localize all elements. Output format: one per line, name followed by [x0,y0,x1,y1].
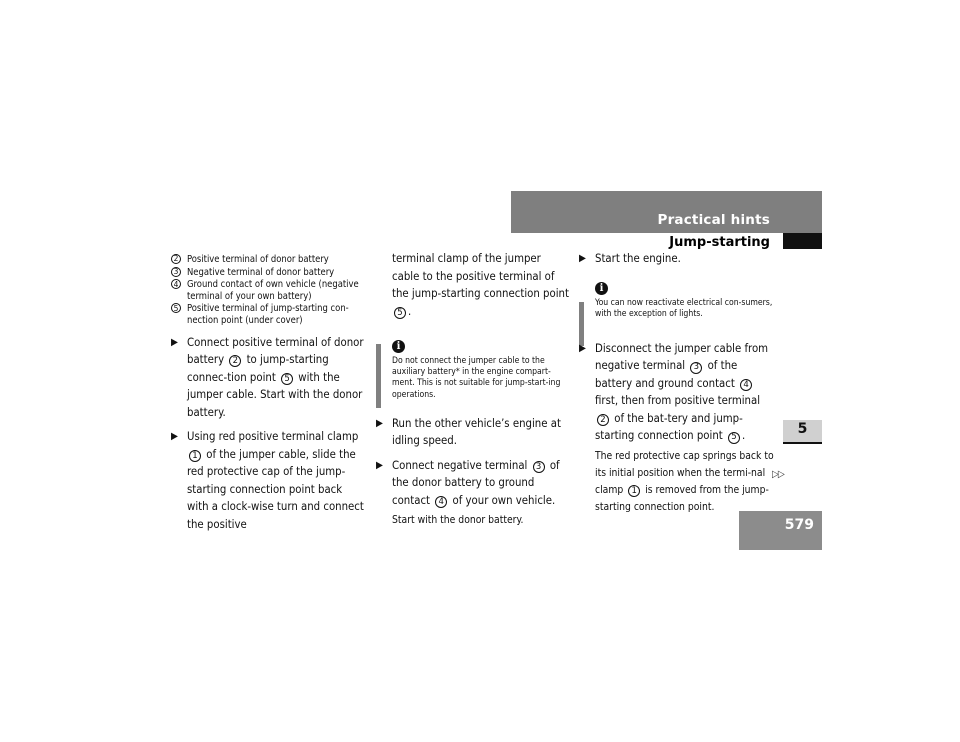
subsection-title: Jump-starting [669,235,770,250]
legend-item [171,303,366,325]
legend-item [171,279,366,301]
callout-number: 1 [628,485,640,497]
arrow-bullet-icon: ▶ [579,253,586,264]
callout-number: 2 [171,254,181,264]
instruction-step: ▶ Run the other vehicle’s engine at idling speed. [376,416,561,448]
instruction-step: ▶ Using red positive terminal clamp 1 of the jumper cable, slide the red protective cap of the jump-starting connection point back with a clock-wise turn and connect the positive [171,430,364,531]
chapter-number: 5 [797,421,808,437]
arrow-bullet-icon: ▶ [171,336,178,348]
instruction-step: ▶ Connect negative terminal 3 of the donor battery to ground contact 4 of your own vehicle. [376,458,560,507]
legend-item [171,254,366,265]
column-2 [376,250,571,529]
legend-text: Positive terminal of jump-starting con-nection point (under cover) [187,303,349,326]
callout-number: 5 [394,307,406,319]
info-icon: i [595,282,608,295]
header-tab-marker [783,233,822,249]
column-1 [171,254,366,533]
callout-number: 1 [189,450,201,462]
note-text: Do not connect the jumper cable to the auxiliary battery* in the engine compart-ment. This is not suitable for jump-start-ing operations. [392,356,561,400]
info-icon: i [392,340,405,353]
callout-number: 5 [728,432,740,444]
arrow-bullet-icon: ▶ [171,431,178,443]
callout-number: 4 [740,379,752,391]
note-bar [376,344,381,408]
note-bar [579,302,584,346]
legend-text: Positive terminal of donor battery [187,254,329,265]
instruction-step: ▶ Disconnect the jumper cable from negative terminal 3 of the battery and ground contact 4 first, then from positive terminal 2 of the bat-tery and jump-starting connection point 5 . [579,341,769,443]
callout-number: 2 [229,355,241,367]
callout-number: 4 [171,279,181,289]
arrow-bullet-icon: ▶ [376,417,383,429]
legend-text: Ground contact of own vehicle (negative terminal of your own battery) [187,279,359,302]
instruction-step: ▶ Start the engine. [579,250,774,268]
chapter-tab [783,420,822,444]
arrow-bullet-icon: ▶ [376,459,383,471]
note-text: You can now reactivate electrical con-sumers, with the exception of lights. [595,297,773,319]
legend-list [171,254,366,326]
legend-text: Negative terminal of donor battery [187,266,335,278]
callout-number: 4 [435,496,447,508]
column-3 [579,250,774,516]
instruction-step: ▶ Connect positive terminal of donor battery 2 to jump-starting connec-tion point 5 with the jumper cable. Start with the donor battery. [171,335,364,419]
step-note: Start with the donor battery. [392,514,524,527]
callout-number: 3 [533,461,545,473]
callout-number: 3 [690,362,702,374]
continued-arrow-icon: ▷▷ [772,469,784,480]
info-note [579,276,774,320]
info-note [376,334,571,401]
callout-number: 3 [171,267,181,277]
callout-number: 2 [597,414,609,426]
step-note: The red protective cap springs back to its initial position when the termi-nal clamp 1 is removed from the jump-starting connection point. [595,449,774,513]
callout-number: 5 [281,373,293,385]
continued-text: terminal clamp of the jumper cable to the positive terminal of the jump-starting connection point 5 . [392,252,569,318]
section-title: Practical hints [657,212,770,228]
legend-item [171,267,366,278]
page-number: 579 [784,517,814,533]
arrow-bullet-icon: ▶ [579,342,586,354]
callout-number: 5 [171,303,181,313]
page-number-box [739,511,822,550]
